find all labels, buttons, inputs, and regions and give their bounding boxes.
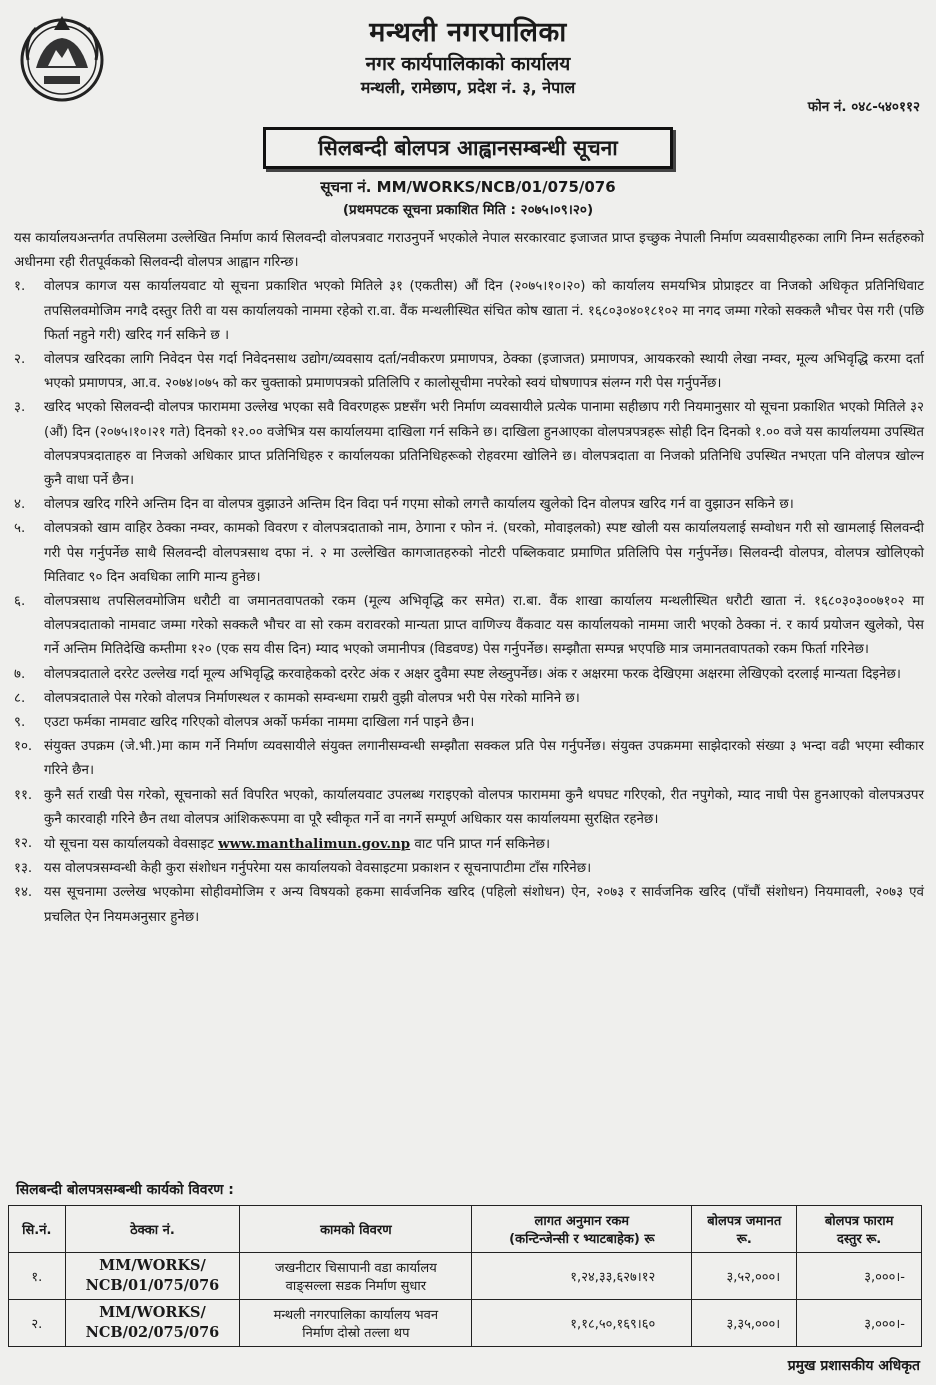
list-item xyxy=(14,687,924,711)
list-item xyxy=(14,711,924,735)
item-number: ३. xyxy=(14,400,26,416)
table-header-row xyxy=(9,1206,922,1253)
list-item xyxy=(14,881,924,929)
header-fee-line1: बोलपत्र फाराम xyxy=(824,1214,894,1229)
item-text: वोलपत्रदाताले दररेट उल्लेख गर्दा मूल्य अभिवृद्धि करवाहेकको दररेट अंक र अक्षर दुवैमा स्पष्ट लेख्नुपर्नेछ। अंक र अक्षरमा फरक देखिएमा अक्षरमा लेखिएको दरलाई मान्यता दिइनेछ। xyxy=(44,666,901,682)
item-text-before: यो सूचना यस कार्यालयको वेवसाइट xyxy=(44,837,219,853)
list-item xyxy=(14,396,924,493)
list-item xyxy=(14,784,924,832)
table-caption: सिलबन्दी बोलपत्रसम्बन्धी कार्यको विवरण : xyxy=(16,1182,234,1198)
cell-contract-line2: NCB/02/075/076 xyxy=(85,1324,220,1341)
item-text: वोलपत्र खरिद गरिने अन्तिम दिन वा वोलपत्र वुझाउने अन्तिम दिन विदा पर्न गएमा सोको लगत्तै कार्यालय खुलेको दिन वोलपत्र खरिद गर्न वा वुझाउन सकिने छ। xyxy=(44,497,794,513)
item-text: वोलपत्रदाताले पेस गरेको वोलपत्र निर्माणस्थल र कामको सम्वन्धमा राम्ररी वुझी वोलपत्र भरी पेस गरेको मानिने छ। xyxy=(44,690,580,706)
item-text: वोलपत्र खरिदका लागि निवेदन पेस गर्दा निवेदनसाथ उद्योग/व्यवसाय दर्ता/नवीकरण प्रमाणपत्र, ठेक्का (इजाजत) प्रमाणपत्र, आयकरको स्थायी लेखा नम्वर, मूल्य अभिवृद्धि करमा दर्ता भएको प्रमाणपत्र, आ.व. २०७४।०७५ को कर चुक्ताको प्रमाणपत्रको प्रतिलिपि र कालोसूचीमा नपरेको स्वयं घोषणापत्र संलग्न गरी पेस गर्नुपर्नेछ। xyxy=(44,352,924,392)
cell-contract xyxy=(65,1253,240,1300)
cell-security: ३,५२,०००। xyxy=(692,1253,797,1300)
header-cost-line1: लागत अनुमान रकम xyxy=(534,1214,630,1229)
conditions-list xyxy=(14,275,924,929)
cell-fee: ३,०००।- xyxy=(797,1300,922,1347)
header-security-line2: रू. xyxy=(736,1232,752,1247)
list-item xyxy=(14,590,924,663)
header-security-line1: बोलपत्र जमानत xyxy=(707,1214,782,1229)
website-link[interactable]: www.manthalimun.gov.np xyxy=(218,836,411,853)
item-text: वोलपत्रसाथ तपसिलवमोजिम धरौटी वा जमानतवापतको रकम (मूल्य अभिवृद्धि कर समेत) रा.बा. वैंक शाखा कार्यालय मन्थलीस्थित धरौटी खाता नं. १६८०३०३००७१०२ मा वोलपत्रदाताको नामवाट जम्मा गरेको सक्कलै भौचर वा सो रकम वरावरको मान्यता प्राप्त वाणिज्य वैंकवाट यस कार्यालयको नाममा जारी भएको ठेक्का नं. र कार्य प्रयोजन खुलेको, पेस गर्ने अन्तिम मितिदेखि कम्तीमा १२० (एक सय वीस दिन) म्याद भएको जमानीपत्र (विडवण्ड) पेस गर्नुपर्नेछ। सम्झौता सम्पन्न भएपछि मात्र जमानतवापतको रकम फिर्ता गरिनेछ। xyxy=(44,594,924,658)
table-row xyxy=(9,1253,922,1300)
header-sn: सि.नं. xyxy=(9,1206,66,1253)
notice-title: सिलबन्दी बोलपत्र आह्वानसम्बन्धी सूचना xyxy=(263,127,673,169)
item-text: वोलपत्रको खाम वाहिर ठेक्का नम्वर, कामको विवरण र वोलपत्रदाताको नाम, ठेगाना र फोन नं. (घरको, मोवाइलको) स्पष्ट खोली यस कार्यालयलाई सम्वोधन गरी सो खामलाई सिलवन्दी गरी पेस गर्नुपर्नेछ साथै सिलवन्दी वोलपत्रसाथ दफा नं. २ मा उल्लेखित कागजातहरुको नोटरी पब्लिकवाट प्रमाणित प्रतिलिपि पेस गर्नुपर्नेछ। सिलवन्दी वोलपत्र, वोलपत्र खोलिएको मितिवाट ९० दिन अवधिका लागि मान्य हुनेछ। xyxy=(44,521,924,585)
header-cost-line2: (कन्टिन्जेन्सी र भ्याटबाहेक) रू xyxy=(509,1232,655,1247)
cell-desc-line2: निर्माण दोस्रो तल्ला थप xyxy=(302,1326,410,1341)
item-number: १०. xyxy=(14,739,33,755)
list-item xyxy=(14,857,924,881)
item-text: यस वोलपत्रसम्वन्धी केही कुरा संशोधन गर्नुपरेमा यस कार्यालयको वेवसाइटमा प्रकाशन र सूचनापाटीमा टाँस गरिनेछ। xyxy=(44,861,592,877)
item-text-after: वाट पनि प्राप्त गर्न सकिनेछ। xyxy=(410,837,551,853)
org-address: मन्थली, रामेछाप, प्रदेश नं. ३, नेपाल xyxy=(360,78,576,97)
cell-cost: १,१८,५०,१६९।६० xyxy=(472,1300,692,1347)
item-text: वोलपत्र कागज यस कार्यालयवाट यो सूचना प्रकाशित भएको मितिले ३१ (एकतीस) औं दिन (२०७५।१०।२०) को कार्यालय समयभित्र प्रोप्राइटर वा निजको अधिकृत प्रतिनिधिवाट तपसिलवमोजिम नगदै दस्तुर तिरी वा यस कार्यालयको नाममा रहेको रा.वा. वैंक मन्थलीस्थित संचित कोष खाता नं. १६८०३०४०१८१०२ मा नगद जम्मा गरेको सक्कलै भौचर पेस गरी (पछि फिर्ता नहुने गरी) खरिद गर्न सकिने छ । xyxy=(44,279,925,343)
item-number: १३. xyxy=(14,861,33,877)
item-number: १२. xyxy=(14,836,33,852)
cell-desc-line1: जखनीटार चिसापानी वडा कार्यालय xyxy=(274,1261,437,1276)
cell-contract-line1: MM/WORKS/ xyxy=(99,1304,206,1321)
cell-contract-line1: MM/WORKS/ xyxy=(99,1257,206,1274)
cell-contract-line2: NCB/01/075/076 xyxy=(85,1277,220,1294)
list-item xyxy=(14,832,924,857)
header-cost xyxy=(472,1206,692,1253)
org-name: मन्थली नगरपालिका xyxy=(369,17,567,48)
cell-security: ३,३५,०००। xyxy=(692,1300,797,1347)
item-number: ४. xyxy=(14,497,26,513)
cell-cost: १,२४,३३,६२७।१२ xyxy=(472,1253,692,1300)
item-number: १४. xyxy=(14,885,33,901)
cell-sn: १. xyxy=(9,1253,66,1300)
item-text: एउटा फर्मका नामवाट खरिद गरिएको वोलपत्र अर्को फर्मका नाममा दाखिला गर्न पाइने छैन। xyxy=(44,715,475,731)
item-text: यस सूचनामा उल्लेख भएकोमा सोहीवमोजिम र अन्य विषयको हकमा सार्वजनिक खरिद (पहिलो संशोधन) ऐन, २०७३ र सार्वजनिक खरिद (पाँचौं संशोधन) नियमावली, २०७३ एवं प्रचलित ऐन नियमअनुसार हुनेछ। xyxy=(44,885,924,925)
works-table xyxy=(8,1205,922,1347)
item-number: २. xyxy=(14,352,26,368)
item-number: १. xyxy=(14,279,26,295)
item-number: ६. xyxy=(14,594,26,610)
item-number: ८. xyxy=(14,690,26,706)
list-item xyxy=(14,275,924,348)
cell-desc-line2: वाङ्सल्ला सडक निर्माण सुधार xyxy=(285,1279,427,1294)
header-contract: ठेक्का नं. xyxy=(65,1206,240,1253)
item-text: संयुक्त उपक्रम (जे.भी.)मा काम गर्ने निर्माण व्यवसायीले संयुक्त लगानीसम्वन्धी सम्झौता सक्कल प्रति पेस गर्नुपर्नेछ। संयुक्त उपक्रममा साझेदारको संख्या ३ भन्दा वढी भएमा स्वीकार गरिने छैन। xyxy=(44,739,924,779)
cell-contract xyxy=(65,1300,240,1347)
header-security xyxy=(692,1206,797,1253)
cell-desc xyxy=(240,1300,472,1347)
cell-fee: ३,०००।- xyxy=(797,1253,922,1300)
first-published-date: (प्रथमपटक सूचना प्रकाशित मिति : २०७५।०९।२०) xyxy=(342,202,594,218)
cell-desc xyxy=(240,1253,472,1300)
item-number: ५. xyxy=(14,521,26,537)
item-number: ११. xyxy=(14,787,33,803)
list-item xyxy=(14,348,924,396)
header-fee xyxy=(797,1206,922,1253)
item-text: खरिद भएको सिलवन्दी वोलपत्र फाराममा उल्लेख भएका सवै विवरणहरू प्रष्टसँग भरी निर्माण व्यवसायीले प्रत्येक पानामा सहीछाप गरी नियमानुसार यो सूचना प्रकाशित भएको मितिले ३२ (औं) दिन (२०७५।१०।२१ गते) दिनको १२.०० वजेभित्र यस कार्यालयमा दाखिला गर्न सकिने छ। दाखिला हुनआएका वोलपत्रपत्रहरू सोही दिन दिनको १.०० वजे यस कार्यालयमा उपस्थित वोलपत्रपत्रदाताहरु वा निजको अधिकार प्राप्त प्रतिनिधिहरु र कार्यालयका प्रतिनिधिहरूको रोहवरमा खोलिने छ। वोलपत्रदाता वा निजको प्रतिनिधि उपस्थित नभएता पनि वोलपत्र खोल्न कुनै वाधा पर्ने छैन। xyxy=(44,400,924,489)
item-number: ९. xyxy=(14,715,26,731)
cell-desc-line1: मन्थली नगरपालिका कार्यालय भवन xyxy=(273,1308,439,1323)
table-row xyxy=(9,1300,922,1347)
signoff: प्रमुख प्रशासकीय अधिकृत xyxy=(787,1358,920,1374)
list-item xyxy=(14,517,924,590)
org-office: नगर कार्यपालिकाको कार्यालय xyxy=(365,53,571,75)
list-item xyxy=(14,493,924,517)
header-fee-line2: दस्तुर रू. xyxy=(836,1232,882,1247)
phone-number: फोन नं. ०४८-५४०११२ xyxy=(807,99,920,115)
header-desc: कामको विवरण xyxy=(240,1206,472,1253)
list-item xyxy=(14,663,924,687)
notice-number: सूचना नं. MM/WORKS/NCB/01/075/076 xyxy=(320,178,616,196)
intro-paragraph: यस कार्यालयअन्तर्गत तपसिलमा उल्लेखित निर्माण कार्य सिलवन्दी वोलपत्रवाट गराउनुपर्ने भएकोले नेपाल सरकारवाट इजाजत प्राप्त इच्छुक नेपाली निर्माण व्यवसायीहरुका लागि निम्न सर्तहरुको अधीनमा रही रीतपूर्वकको सिलवन्दी वोलपत्र आह्वान गरिन्छ। xyxy=(14,231,924,271)
cell-sn: २. xyxy=(9,1300,66,1347)
item-text: कुनै सर्त राखी पेस गरेको, सूचनाको सर्त विपरित भएको, कार्यालयवाट उपलब्ध गराइएको वोलपत्र फाराममा कुनै थपघट गरिएको, रीत नपुगेको, म्याद नाघी पेस हुनआएको वोलपत्रउपर कुनै कारवाही गरिने छैन तथा वोलपत्र आंशिकरूपमा वा पूरै स्वीकृत गर्ने वा नगर्ने सम्पूर्ण अधिकार यस कार्यालयमा सुरक्षित रहनेछ। xyxy=(44,787,924,827)
notice-body xyxy=(14,227,924,930)
list-item xyxy=(14,735,924,783)
item-number: ७. xyxy=(14,666,26,682)
